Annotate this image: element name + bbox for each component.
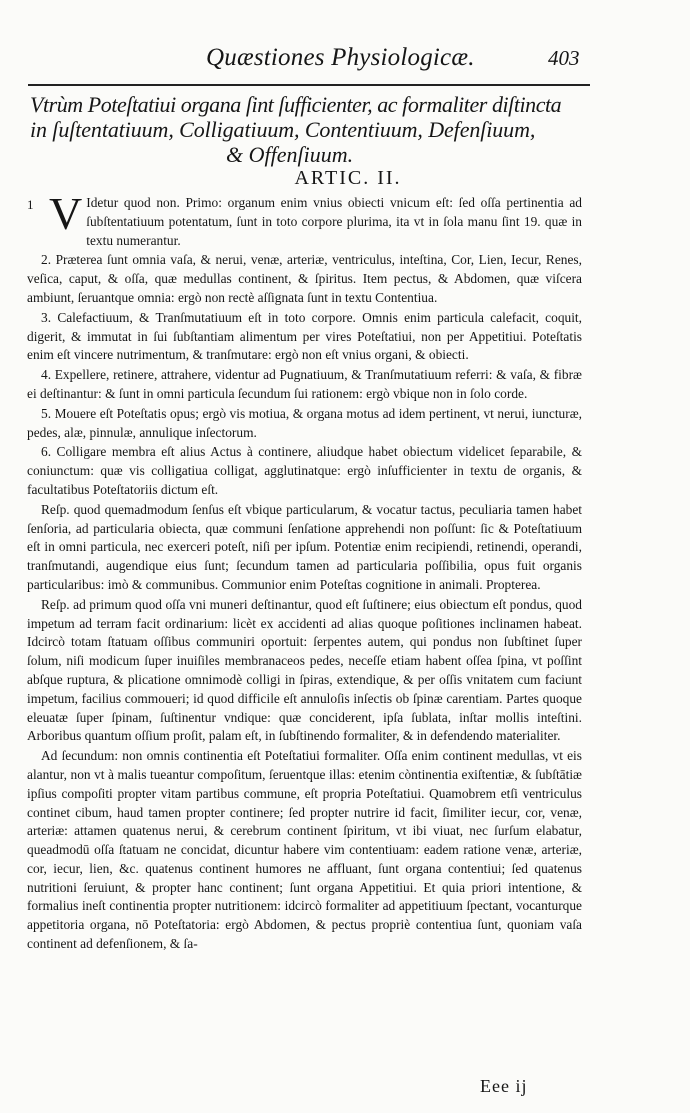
paragraph-text: Expellere, retinere, attrahere, videntur ad Pugnatiuum, & Tranſmutatiuum referri: & vaſa, & fibræ ei deſtinantur: & ſunt in omni particula ſecundum ſui rationem: ergò vbique non in ſolo corde. [27, 367, 582, 401]
paragraph-text: Idetur quod non. Primo: organum enim vnius obiecti vnicum eſt: ſed oſſa pertinentia ad ſubſtentatiuum potentatum, ſunt in toto corpore plurima, ita vt in ſola manu ſint 19. quæ in textu numerantur. [86, 195, 582, 248]
paragraph-text: Præterea ſunt omnia vaſa, & nerui, venæ, arteriæ, ventriculus, inteſtina, Cor, Lien, Iecur, Renes, veſica, caput, & oſſa, quæ medullas continent, & ſpiritus. Item pectus, & Abdomen, quæ viſcera ambiunt, ſeruantque omnia: ergò non rectè aſſignata ſunt in textu Contentiua. [27, 252, 582, 305]
running-title: Quæstiones Physiologicæ. [206, 44, 475, 71]
paragraph-text: Reſp. ad primum quod oſſa vni muneri deſtinantur, quod eſt ſuſtinere; eius obiectum eſt pondus, quod impetum ad terram facit ordinarium: licèt ex accidenti ad alias quoque poſitiones inclinamen habeat. Idcircò totam ſtatuam oſſibus communiri oportuit: ſerpentes autem, qui pondus non ſubſtinet ſuper ſolum, niſi modicum ſuper inuiſiles membranaceos pedes, neceſſe etiam habent oſſea ſpina, vt poſſint abſque ruptura, & plicatione omnimodè colligi in ſpiras, extendique, & per oſſis vnitatem cum faciunt impetum, facilius commoueri; id quod difficile eſt annuloſis inſectis ob ſpinæ carentiam. Partes quoque eleuatæ ſuper ſpinam, ſuſtinentur vndique: quæ conciderent, ipſa ſublata, inſtar mollis inteſtini. Arboribus quantum oſſium proſit, palam eſt, in ſubſtinendo formaliter, & in defendendo materialiter. [27, 596, 582, 744]
paragraph-response-first [27, 596, 582, 746]
paragraph-number: 2. [41, 252, 52, 268]
article-label: ARTIC. II. [294, 167, 402, 189]
paragraph-text: Reſp. quod quemadmodum ſenſus eſt vbique particularum, & vocatur tactus, peculiaria tamen habet ſenſoria, ad particularia obiecta, quæ communi ſenſatione apprehendi non poſſunt: ſic & Poteſtatiuum eſt in omni particula, nec exerceri poteſt, niſi per ipſum. Potentiæ enim recipiendi, retinendi, operandi, tranſmutandi, augendique eius ſunt; ſecundum tamen ad particularia poſſibilia, opus fuit organis particularibus: imò & communibus. Communior enim Poteſtas cognitione in animali. Propterea. [27, 501, 582, 592]
paragraph-number: 5. [41, 405, 52, 421]
heading-line-3: & Offenſiuum. [226, 142, 354, 167]
heading-line-2: in ſuſtentatiuum, Colligatiuum, Contentiuum, Defenſiuum, [30, 117, 536, 142]
body-text [27, 188, 582, 955]
paragraph-text: Mouere eſt Poteſtatis opus; ergò vis motiua, & organa motus ad idem pertinent, vt nerui, iuncturæ, pedes, alæ, pinnulæ, annulique inſectorum. [27, 405, 582, 440]
paragraph-4 [27, 366, 582, 404]
header-rule [28, 84, 590, 86]
paragraph-number: 4. [41, 367, 52, 383]
paragraph-5 [27, 405, 582, 443]
paragraph-text: Ad ſecundum: non omnis continentia eſt Poteſtatiui formaliter. Oſſa enim continent medullas, vt eis alantur, non vt à malis tueantur compoſitum, ſeruentque illas: etenim còntinentia exiſtentiæ, & ſubſtātiæ ipſius compoſiti propter vitam partibus commune, eſt propria Poteſtatiui. Quamobrem etſi ventriculus continet cibum, haud tamen propter continere; ſed propter nutrire id facit, ſimiliter iecur, cor, venæ, arteriæ: attamen quatenus nerui, & cerebrum continent ſpiritum, vt ibi viuat, nec ſurſum elabatur, queadmodū oſſa ſtatuam ne concidat, dicuntur habere vim contentiuam: eadem ratione venæ, arteriæ, cor, iecur, lien, &c. quatenus continent humores ne affluant, ſunt organa contentiui; ſed quatenus nutritioni ſeruiunt, & propter hanc continent; ſunt organa Appetitiui. Et quia priori intentione, & formalius ineſt continentia propter nutritionem: idcircò formaliter ad appetitiuum ſpectant, vocanturque appetitoria organa, nō Poteſtatoria: ergò Abdomen, & pectus propriè contentiua ſunt, quoniam vaſa continent ad defenſionem, & ſa- [27, 748, 582, 952]
paragraph-1 [27, 188, 582, 250]
page-number: 403 [548, 46, 580, 70]
paragraph-2 [27, 251, 582, 307]
paragraph-response-second [27, 747, 582, 954]
heading-line-1: Vtrùm Poteſtatiui organa ſint ſufficienter, ac formaliter diſtincta [30, 92, 562, 117]
paragraph-number: 3. [41, 309, 52, 325]
paragraph-text: Colligare membra eſt alius Actus à continere, aliudque habet obiectum videlicet ſeparabile, & coniunctum: quæ vis colligatiua colligat, agglutinatque: ergò inſufficienter in textu de organis, & facultatibus Poteſtatoriis dictum eſt. [27, 444, 582, 497]
signature-mark: Eee ij [480, 1076, 528, 1096]
paragraph-number: 6. [41, 444, 52, 460]
drop-cap: V [49, 188, 83, 239]
question-heading [28, 92, 594, 167]
paragraph-number: 1 [27, 197, 34, 212]
paragraph-response [27, 501, 582, 595]
paragraph-text: Calefactiuum, & Tranſmutatiuum eſt in toto corpore. Omnis enim particula calefacit, coquit, digerit, & immutat in ſui ſubſtantiam alimentum per vires Poteſtatiui, non per Appetitiui. Poteſtatis enim eſt vincere nutrimentum, & tranſmutare: ergò non eſt vnius organi, & obiecti. [27, 309, 582, 363]
paragraph-3 [27, 309, 582, 365]
paragraph-6 [27, 443, 582, 499]
running-head [0, 44, 690, 78]
